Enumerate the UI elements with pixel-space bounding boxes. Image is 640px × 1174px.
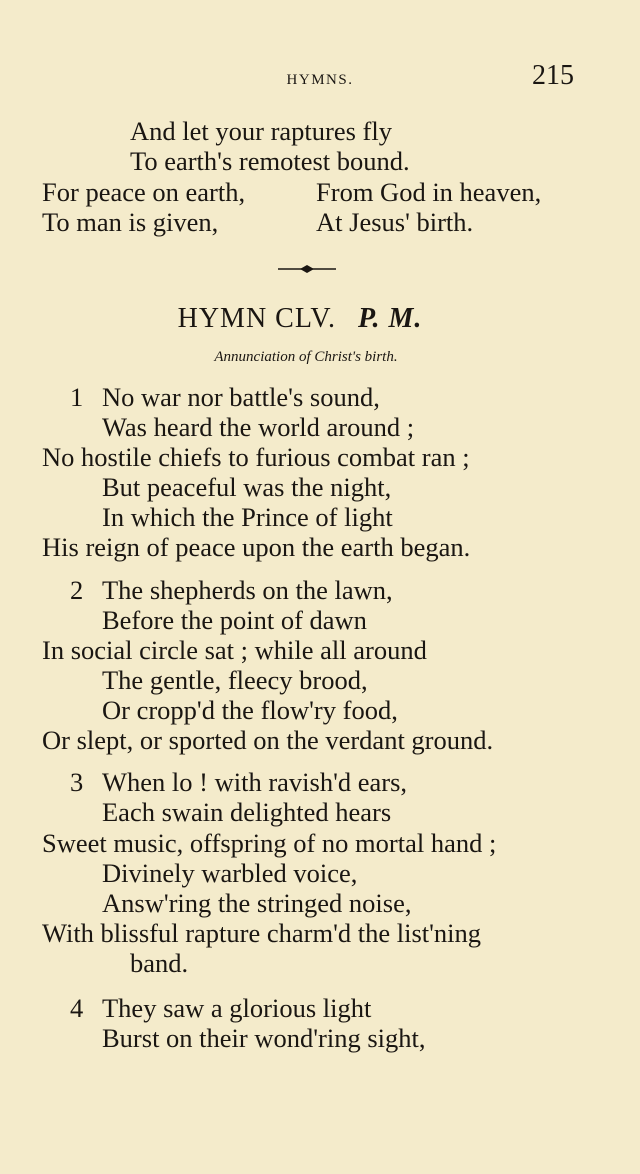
opening-line-1: And let your raptures fly: [130, 116, 392, 146]
running-header: HYMNS.: [286, 72, 354, 88]
stanza-number-1: 1: [70, 382, 84, 412]
stanza-2-line-5: Or cropp'd the flow'ry food,: [102, 695, 398, 725]
stanza-1-line-6: His reign of peace upon the earth began.: [42, 532, 471, 562]
stanza-3-line-1: When lo ! with ravish'd ears,: [102, 767, 408, 797]
stanza-2-line-4: The gentle, fleecy brood,: [102, 665, 368, 695]
stanza-2-line-1: The shepherds on the lawn,: [102, 575, 393, 605]
opening-line-4: From God in heaven,: [316, 177, 542, 207]
stanza-number-4: 4: [70, 993, 84, 1023]
stanza-4-line-1: They saw a glorious light: [102, 993, 372, 1023]
stanza-1-line-2: Was heard the world around ;: [102, 412, 415, 442]
stanza-3-line-7: band.: [130, 948, 189, 978]
opening-line-3: For peace on earth,: [42, 177, 246, 207]
stanza-number-3: 3: [70, 767, 84, 797]
stanza-3-line-5: Answ'ring the stringed noise,: [102, 888, 412, 918]
hymn-meter: P. M.: [358, 303, 423, 334]
opening-line-2: To earth's remotest bound.: [130, 146, 410, 176]
hymn-subtitle: Annunciation of Christ's birth.: [214, 349, 398, 365]
stanza-4-line-2: Burst on their wond'ring sight,: [102, 1023, 426, 1053]
stanza-2-line-6: Or slept, or sported on the verdant ground.: [42, 725, 494, 755]
stanza-2-line-2: Before the point of dawn: [102, 605, 367, 635]
stanza-1-line-4: But peaceful was the night,: [102, 472, 392, 502]
stanza-1-line-1: No war nor battle's sound,: [102, 382, 380, 412]
stanza-1-line-3: No hostile chiefs to furious combat ran ;: [42, 442, 470, 472]
stanza-3-line-4: Divinely warbled voice,: [102, 858, 358, 888]
stanza-3-line-6: With blissful rapture charm'd the list'ning: [42, 918, 482, 948]
ornament-divider: [278, 264, 336, 274]
stanza-3-line-3: Sweet music, offspring of no mortal hand ;: [42, 828, 497, 858]
stanza-3-line-2: Each swain delighted hears: [102, 797, 392, 827]
opening-line-5: To man is given,: [42, 207, 219, 237]
stanza-1-line-5: In which the Prince of light: [102, 502, 393, 532]
page-number: 215: [532, 60, 574, 91]
opening-line-6: At Jesus' birth.: [316, 207, 474, 237]
stanza-2-line-3: In social circle sat ; while all around: [42, 635, 427, 665]
stanza-number-2: 2: [70, 575, 84, 605]
hymn-title: [0, 303, 600, 335]
hymn-number: HYMN CLV.: [177, 303, 336, 334]
